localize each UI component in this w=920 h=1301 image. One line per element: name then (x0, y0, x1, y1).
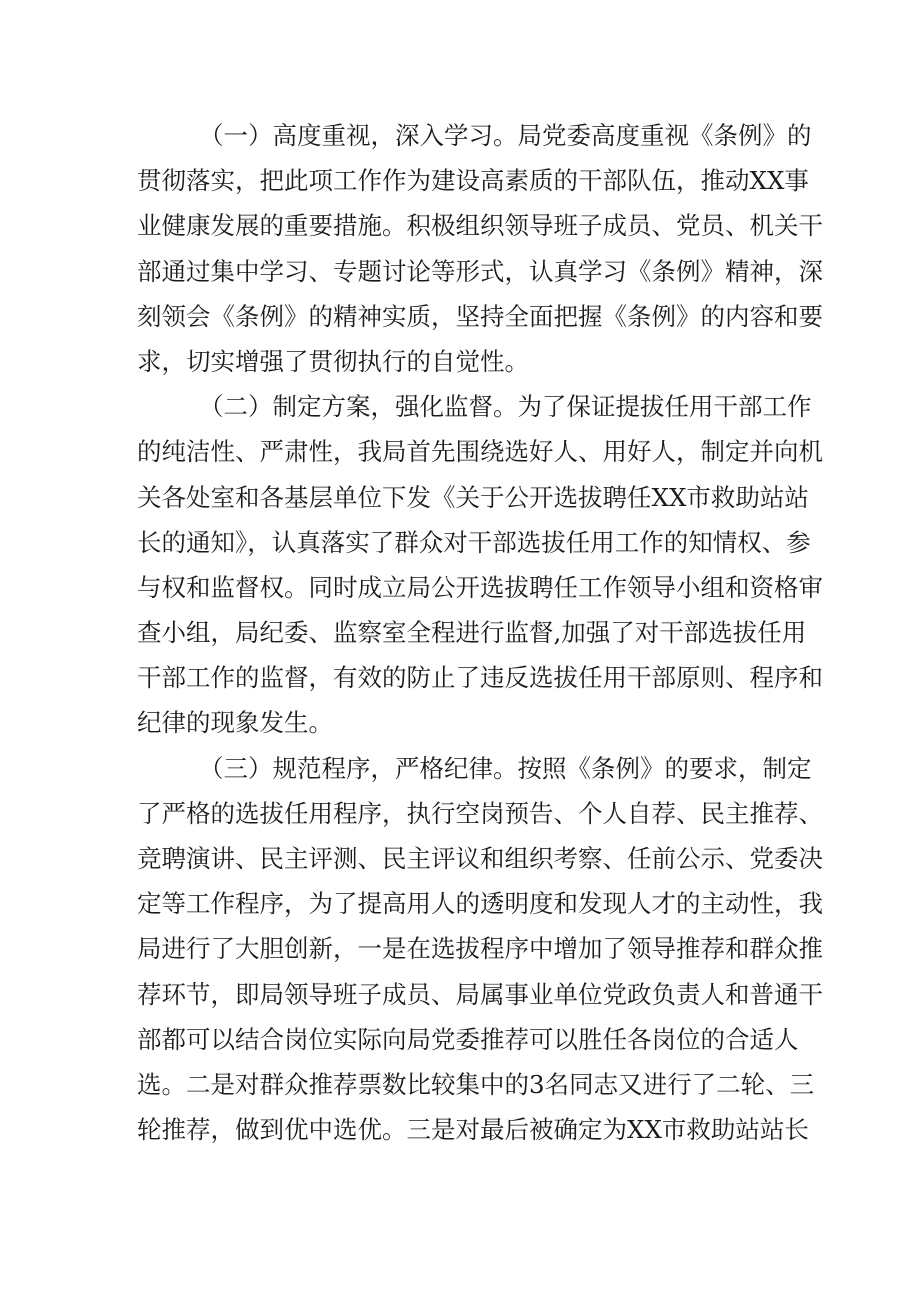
paragraph-1-line-2: 贯彻落实，把此项工作作为建设高素质的干部队伍，推动XX事 (137, 166, 809, 196)
paragraph-2-line-3: 关各处室和各基层单位下发《关于公开选拔聘任XX市救助站站 (137, 482, 809, 512)
paragraph-2-line-7: 干部工作的监督，有效的防止了违反选拔任用干部原则、程序和 (137, 663, 823, 693)
paragraph-2-line-8: 纪律的现象发生。 (137, 708, 333, 738)
paragraph-2-line-4: 长的通知》，认真落实了群众对干部选拔任用工作的知情权、参 (137, 527, 811, 557)
paragraph-1-line-4: 部通过集中学习、专题讨论等形式，认真学习《条例》精神，深 (137, 256, 823, 286)
paragraph-3-line-1: （三）规范程序，严格纪律。按照《条例》的要求，制定 (199, 753, 812, 783)
document-body (137, 113, 823, 1152)
paragraph-3-line-4: 定等工作程序，为了提高用人的透明度和发现人才的主动性，我 (137, 889, 823, 919)
paragraph-2-line-5: 与权和监督权。同时成立局公开选拔聘任工作领导小组和资格审 (137, 572, 823, 602)
paragraph-1-line-1: （一）高度重视，深入学习。局党委高度重视《条例》的 (199, 121, 812, 150)
paragraph-3-line-5: 局进行了大胆创新，一是在选拔程序中增加了领导推荐和群众推 (137, 934, 823, 964)
paragraph-2-line-2: 的纯洁性、严肃性，我局首先围绕选好人、用好人，制定并向机 (137, 437, 823, 467)
paragraph-1-line-6: 求，切实增强了贯彻执行的自觉性。 (137, 346, 529, 376)
paragraph-3-line-7: 部都可以结合岗位实际向局党委推荐可以胜任各岗位的合适人 (137, 1024, 799, 1054)
paragraph-2-line-1: （二）制定方案，强化监督。为了保证提拔任用干部工作 (199, 392, 812, 422)
paragraph-3-line-8: 选。二是对群众推荐票数比较集中的3名同志又进行了二轮、三 (137, 1069, 815, 1099)
paragraph-3-line-3: 竞聘演讲、民主评测、民主评议和组织考察、任前公示、党委决 (137, 844, 823, 873)
paragraph-1-line-5: 刻领会《条例》的精神实质，坚持全面把握《条例》的内容和要 (137, 301, 823, 331)
paragraph-3-line-2: 了严格的选拔任用程序，执行空岗预告、个人自荐、民主推荐、 (137, 798, 823, 828)
paragraph-3-line-9: 轮推荐，做到优中选优。三是对最后被确定为XX市救助站站长 (137, 1115, 809, 1145)
paragraph-2-line-6: 查小组，局纪委、监察室全程进行监督,加强了对干部选拔任用 (137, 618, 807, 648)
paragraph-3-line-6: 荐环节，即局领导班子成员、局属事业单位党政负责人和普通干 (137, 979, 823, 1009)
paragraph-1-line-3: 业健康发展的重要措施。积极组织领导班子成员、党员、机关干 (137, 211, 823, 241)
